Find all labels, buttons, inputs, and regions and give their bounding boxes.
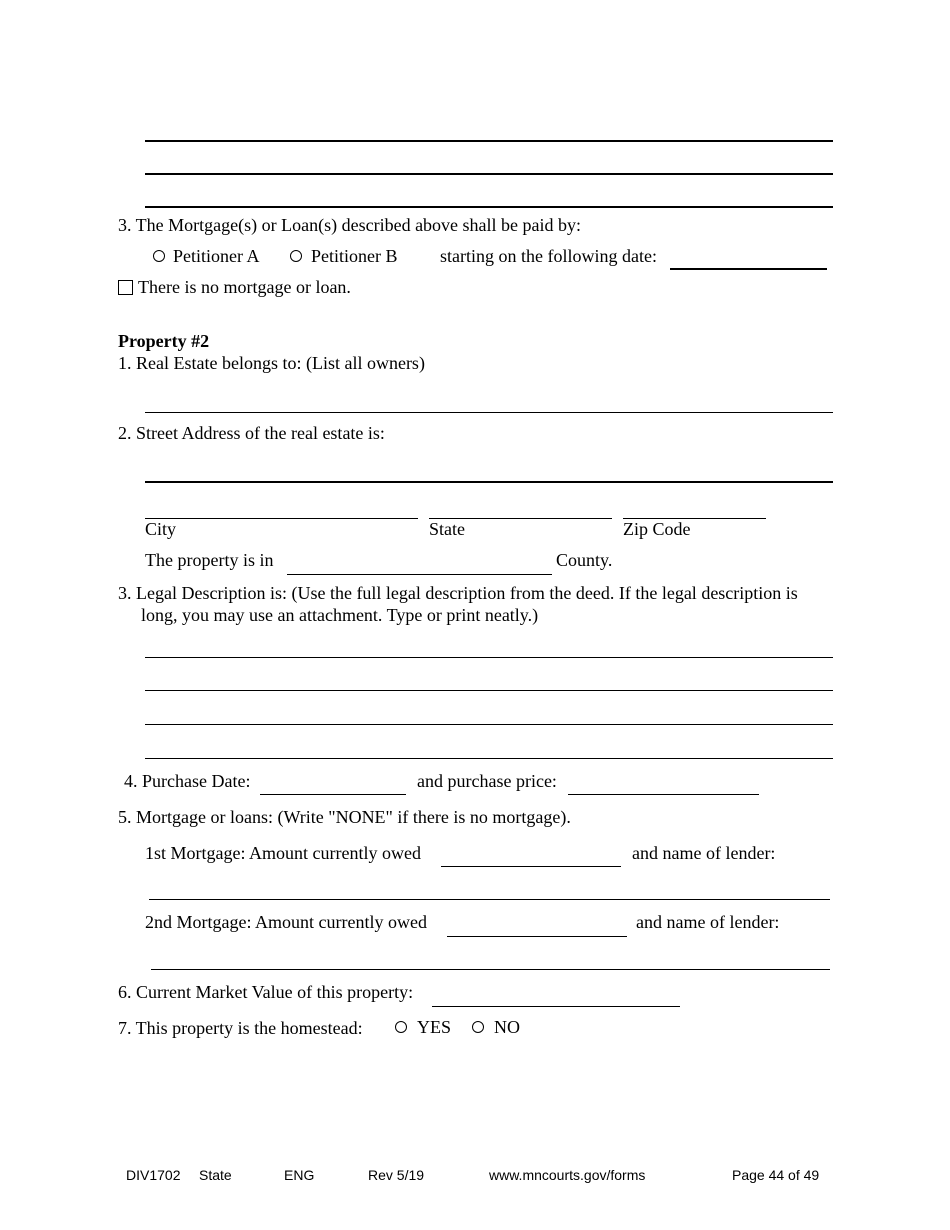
starting-date-label: starting on the following date: bbox=[440, 246, 657, 266]
street-address-field[interactable] bbox=[145, 481, 833, 483]
no-mortgage-checkbox[interactable] bbox=[118, 280, 133, 295]
city-label: City bbox=[145, 519, 177, 539]
no-mortgage-label: There is no mortgage or loan. bbox=[138, 277, 351, 297]
first-mortgage-label: 1st Mortgage: Amount currently owed bbox=[145, 843, 421, 863]
footer-form-id: DIV1702 bbox=[126, 1167, 181, 1183]
legal-description-line-3[interactable] bbox=[145, 724, 833, 725]
second-mortgage-amount-field[interactable] bbox=[447, 936, 627, 937]
legal-description-line-1[interactable] bbox=[145, 657, 833, 658]
first-lender-label: and name of lender: bbox=[632, 843, 776, 863]
legal-description-line-4[interactable] bbox=[145, 758, 833, 759]
owners-field[interactable] bbox=[145, 412, 833, 413]
zip-code-label: Zip Code bbox=[623, 519, 691, 539]
legal-description-line-2[interactable] bbox=[145, 690, 833, 691]
writein-line-3[interactable] bbox=[145, 206, 833, 208]
mortgage-paid-by-label: 3. The Mortgage(s) or Loan(s) described above shall be paid by: bbox=[118, 215, 582, 235]
footer-revision: Rev 5/19 bbox=[368, 1167, 425, 1183]
petitioner-b-label: Petitioner B bbox=[311, 246, 398, 266]
purchase-date-label: 4. Purchase Date: bbox=[124, 771, 251, 791]
street-address-label: 2. Street Address of the real estate is: bbox=[118, 423, 385, 443]
footer-page-number: Page 44 of 49 bbox=[732, 1167, 820, 1183]
petitioner-a-label: Petitioner A bbox=[173, 246, 260, 266]
homestead-label: 7. This property is the homestead: bbox=[118, 1018, 363, 1038]
legal-description-label-line2: long, you may use an attachment. Type or print neatly.) bbox=[141, 605, 539, 625]
first-mortgage-amount-field[interactable] bbox=[441, 866, 621, 867]
purchase-price-field[interactable] bbox=[568, 794, 759, 795]
market-value-field[interactable] bbox=[432, 1006, 680, 1007]
writein-line-1[interactable] bbox=[145, 140, 833, 142]
second-mortgage-label: 2nd Mortgage: Amount currently owed bbox=[145, 912, 427, 932]
petitioner-b-radio[interactable] bbox=[290, 250, 302, 262]
legal-description-label-line1: 3. Legal Description is: (Use the full legal description from the deed. If the legal description is bbox=[118, 583, 798, 603]
purchase-price-label: and purchase price: bbox=[417, 771, 557, 791]
city-field[interactable] bbox=[145, 518, 418, 519]
purchase-date-field[interactable] bbox=[260, 794, 406, 795]
footer-language: ENG bbox=[284, 1167, 315, 1183]
footer-url: www.mncourts.gov/forms bbox=[489, 1167, 646, 1183]
second-lender-label: and name of lender: bbox=[636, 912, 780, 932]
homestead-yes-radio[interactable] bbox=[395, 1021, 407, 1033]
starting-date-field[interactable] bbox=[670, 268, 827, 270]
second-lender-field[interactable] bbox=[151, 969, 830, 970]
first-lender-field[interactable] bbox=[149, 899, 830, 900]
county-prefix-label: The property is in bbox=[145, 550, 274, 570]
homestead-yes-label: YES bbox=[417, 1017, 452, 1037]
mortgage-loans-label: 5. Mortgage or loans: (Write "NONE" if there is no mortgage). bbox=[118, 807, 571, 827]
petitioner-a-radio[interactable] bbox=[153, 250, 165, 262]
county-field[interactable] bbox=[287, 574, 552, 575]
state-label: State bbox=[429, 519, 465, 539]
owners-label: 1. Real Estate belongs to: (List all owners) bbox=[118, 353, 425, 373]
market-value-label: 6. Current Market Value of this property: bbox=[118, 982, 414, 1002]
writein-line-2[interactable] bbox=[145, 173, 833, 175]
property-2-heading: Property #2 bbox=[118, 331, 210, 351]
county-suffix-label: County. bbox=[556, 550, 613, 570]
homestead-no-radio[interactable] bbox=[472, 1021, 484, 1033]
homestead-no-label: NO bbox=[494, 1017, 520, 1037]
footer-jurisdiction: State bbox=[199, 1167, 232, 1183]
